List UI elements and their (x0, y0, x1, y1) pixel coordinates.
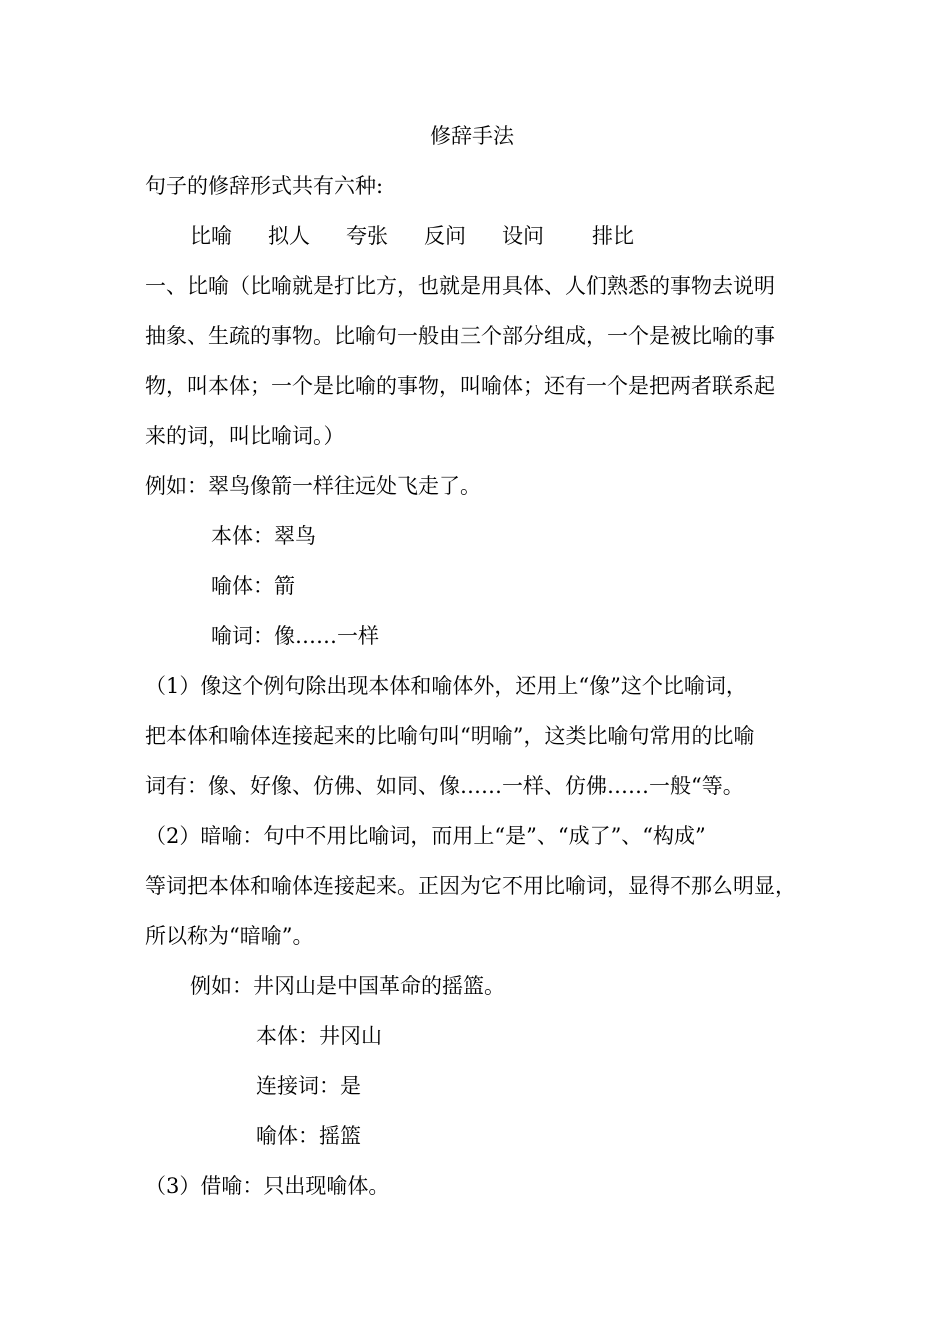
body-line: 一、比喻（比喻就是打比方，也就是用具体、人们熟悉的事物去说明 (145, 274, 775, 298)
body-line: （1）像这个例句除出现本体和喻体外，还用上“像”这个比喻词， (145, 674, 747, 698)
type-rhetorical-question: 反问 (424, 224, 466, 248)
type-simile: 比喻 (190, 224, 232, 248)
body-line: 词有：像、好像、仿佛、如同、像……一样、仿佛……一般“等。 (145, 774, 744, 798)
body-line: 抽象、生疏的事物。比喻句一般由三个部分组成，一个是被比喻的事 (145, 324, 775, 348)
type-self-question: 设问 (502, 224, 544, 248)
type-parallelism: 排比 (592, 224, 634, 248)
type-personification: 拟人 (268, 224, 310, 248)
body-line: 物，叫本体；一个是比喻的事物，叫喻体；还有一个是把两者联系起 (145, 374, 775, 398)
type-hyperbole: 夸张 (346, 224, 388, 248)
body-line: 来的词，叫比喻词。） (145, 424, 345, 448)
body-line: 所以称为“暗喻”。 (145, 924, 314, 948)
example-detail: 连接词：是 (256, 1074, 361, 1098)
example-detail: 喻体：摇篮 (256, 1124, 361, 1148)
example-detail: 本体：翠鸟 (211, 524, 316, 548)
example-sentence: 例如：翠鸟像箭一样往远处飞走了。 (145, 474, 481, 498)
body-line: 把本体和喻体连接起来的比喻句叫“明喻”，这类比喻句常用的比喻 (145, 724, 755, 748)
body-line: 等词把本体和喻体连接起来。正因为它不用比喻词，显得不那么明显， (145, 874, 796, 898)
example-detail: 喻体：箭 (211, 574, 295, 598)
example-detail: 喻词：像……一样 (211, 624, 379, 648)
body-line: （2）暗喻：句中不用比喻词，而用上“是”、“成了”、“构成” (145, 824, 706, 848)
example-detail: 本体：井冈山 (256, 1024, 382, 1048)
page-title: 修辞手法 (430, 124, 514, 148)
intro-text: 句子的修辞形式共有六种: (145, 174, 384, 198)
body-line: （3）借喻：只出现喻体。 (145, 1174, 390, 1198)
example-sentence: 例如：井冈山是中国革命的摇篮。 (190, 974, 505, 998)
